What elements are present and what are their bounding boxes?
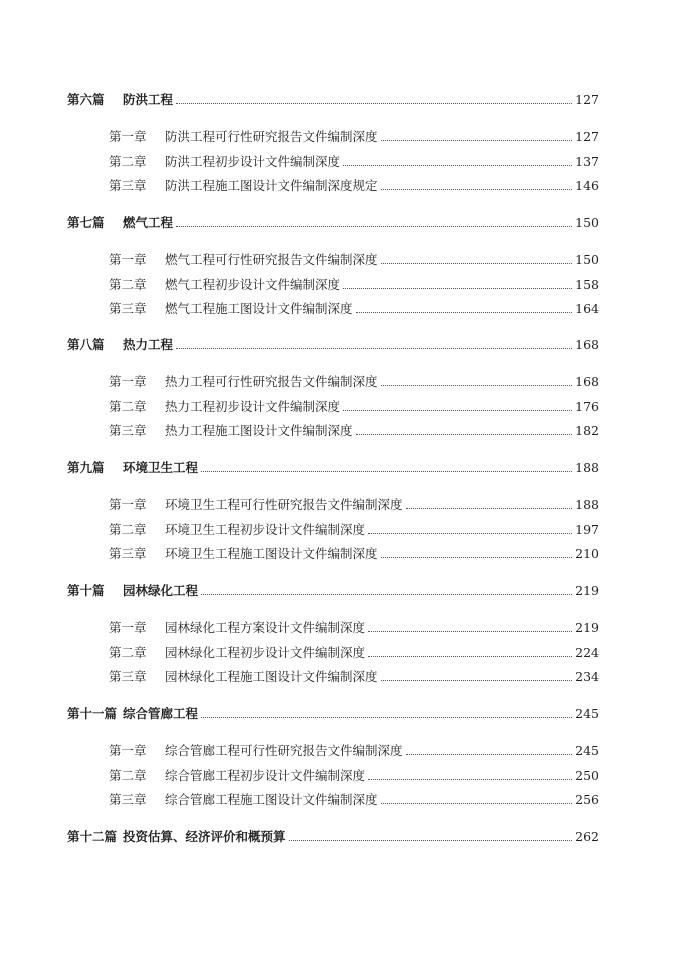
chapter-number: 第一章 — [109, 743, 147, 758]
page-number: 210 — [575, 546, 599, 561]
chapter-number: 第一章 — [109, 252, 147, 267]
part-title: 热力工程 — [123, 337, 174, 352]
dot-leader — [381, 679, 573, 681]
page-number: 188 — [575, 497, 599, 512]
chapter-title: 热力工程初步设计文件编制深度 — [165, 398, 341, 414]
part-number: 第六篇 — [67, 92, 105, 107]
page-number: 219 — [575, 620, 599, 635]
chapter-title: 燃气工程初步设计文件编制深度 — [165, 276, 341, 292]
page-number: 150 — [575, 215, 599, 230]
dot-leader — [381, 188, 573, 190]
toc-chapter-entry[interactable] — [109, 790, 599, 810]
part-title: 防洪工程 — [123, 92, 174, 107]
toc-chapter-entry[interactable] — [109, 250, 599, 270]
page-number: 164 — [575, 301, 599, 316]
chapter-title: 综合管廊工程初步设计文件编制深度 — [165, 767, 366, 783]
dot-leader — [176, 102, 572, 104]
chapter-number: 第三章 — [109, 669, 147, 684]
part-number: 第十篇 — [67, 583, 105, 598]
dot-leader — [201, 716, 572, 718]
page-number: 168 — [575, 337, 599, 352]
chapter-title: 园林绿化工程方案设计文件编制深度 — [165, 620, 366, 635]
dot-leader — [176, 225, 572, 227]
chapter-number: 第二章 — [109, 644, 147, 660]
part-number: 第八篇 — [67, 337, 105, 352]
page-number: 150 — [575, 252, 599, 267]
part-number: 第十二篇 — [67, 829, 118, 844]
dot-leader — [176, 347, 572, 349]
chapter-title: 园林绿化工程施工图设计文件编制深度 — [165, 669, 378, 684]
chapter-number: 第三章 — [109, 423, 147, 438]
toc-chapter-entry[interactable] — [109, 176, 599, 196]
toc-chapter-entry[interactable] — [109, 618, 599, 638]
dot-leader — [201, 593, 572, 595]
chapter-number: 第三章 — [109, 178, 147, 193]
toc-chapter-entry[interactable] — [109, 275, 599, 295]
toc-part-entry[interactable] — [67, 827, 599, 847]
chapter-number: 第二章 — [109, 276, 147, 292]
dot-leader — [368, 532, 572, 534]
chapter-title: 防洪工程施工图设计文件编制深度规定 — [165, 178, 378, 193]
page-number: 176 — [575, 398, 599, 414]
chapter-title: 防洪工程初步设计文件编制深度 — [165, 153, 341, 169]
page-number: 245 — [575, 743, 599, 758]
part-number: 第九篇 — [67, 460, 105, 475]
chapter-number: 第三章 — [109, 546, 147, 561]
dot-leader — [368, 655, 572, 657]
toc-part-entry[interactable] — [67, 335, 599, 355]
part-title: 综合管廊工程 — [123, 706, 199, 721]
page-number: 256 — [575, 792, 599, 807]
page-number: 137 — [575, 153, 599, 169]
chapter-title: 综合管廊工程施工图设计文件编制深度 — [165, 792, 378, 807]
toc-chapter-entry[interactable] — [109, 495, 599, 515]
page-number: 168 — [575, 374, 599, 389]
chapter-number: 第一章 — [109, 497, 147, 512]
dot-leader — [381, 262, 573, 264]
dot-leader — [201, 470, 572, 472]
dot-leader — [381, 384, 573, 386]
toc-part-entry[interactable] — [67, 458, 599, 478]
chapter-title: 综合管廊工程可行性研究报告文件编制深度 — [165, 743, 403, 758]
chapter-number: 第二章 — [109, 398, 147, 414]
part-number: 第七篇 — [67, 215, 105, 230]
part-title: 园林绿化工程 — [123, 583, 199, 598]
toc-chapter-entry[interactable] — [109, 152, 599, 172]
chapter-title: 热力工程施工图设计文件编制深度 — [165, 423, 353, 438]
chapter-number: 第一章 — [109, 374, 147, 389]
toc-chapter-entry[interactable] — [109, 520, 599, 540]
page-number: 224 — [575, 644, 599, 660]
chapter-title: 环境卫生工程可行性研究报告文件编制深度 — [165, 497, 403, 512]
dot-leader — [343, 287, 572, 289]
chapter-title: 热力工程可行性研究报告文件编制深度 — [165, 374, 378, 389]
chapter-title: 环境卫生工程初步设计文件编制深度 — [165, 521, 366, 537]
toc-chapter-entry[interactable] — [109, 421, 599, 441]
part-number: 第十一篇 — [67, 706, 118, 721]
dot-leader — [381, 556, 573, 558]
dot-leader — [406, 507, 573, 509]
toc-chapter-entry[interactable] — [109, 299, 599, 319]
dot-leader — [368, 630, 572, 632]
chapter-number: 第二章 — [109, 767, 147, 783]
page-number: 245 — [575, 706, 599, 721]
page-number: 127 — [575, 129, 599, 144]
toc-chapter-entry[interactable] — [109, 643, 599, 663]
chapter-number: 第二章 — [109, 153, 147, 169]
toc-chapter-entry[interactable] — [109, 766, 599, 786]
dot-leader — [343, 164, 572, 166]
page-number: 219 — [575, 583, 599, 598]
dot-leader — [356, 433, 573, 435]
toc-chapter-entry[interactable] — [109, 372, 599, 392]
chapter-number: 第三章 — [109, 301, 147, 316]
page-number: 146 — [575, 178, 599, 193]
toc-chapter-entry[interactable] — [109, 397, 599, 417]
chapter-number: 第一章 — [109, 129, 147, 144]
page-number: 197 — [575, 521, 599, 537]
page-number: 262 — [575, 829, 599, 844]
page-number: 188 — [575, 460, 599, 475]
page-number: 127 — [575, 92, 599, 107]
toc-chapter-entry[interactable] — [109, 127, 599, 147]
dot-leader — [406, 753, 573, 755]
dot-leader — [343, 409, 572, 411]
chapter-number: 第三章 — [109, 792, 147, 807]
page-number: 234 — [575, 669, 599, 684]
toc-part-entry[interactable] — [67, 213, 599, 233]
toc-chapter-entry[interactable] — [109, 741, 599, 761]
dot-leader — [368, 778, 572, 780]
page-number: 182 — [575, 423, 599, 438]
toc-part-entry[interactable] — [67, 704, 599, 724]
toc-chapter-entry[interactable] — [109, 667, 599, 687]
chapter-title: 燃气工程施工图设计文件编制深度 — [165, 301, 353, 316]
chapter-number: 第二章 — [109, 521, 147, 537]
part-title: 燃气工程 — [123, 215, 174, 230]
toc-part-entry[interactable] — [67, 90, 599, 110]
toc-part-entry[interactable] — [67, 581, 599, 601]
dot-leader — [289, 839, 573, 841]
chapter-title: 防洪工程可行性研究报告文件编制深度 — [165, 129, 378, 144]
part-title: 投资估算、经济评价和概预算 — [123, 829, 286, 844]
page-number: 250 — [575, 767, 599, 783]
dot-leader — [381, 802, 573, 804]
toc-chapter-entry[interactable] — [109, 544, 599, 564]
chapter-number: 第一章 — [109, 620, 147, 635]
dot-leader — [381, 139, 573, 141]
part-title: 环境卫生工程 — [123, 460, 199, 475]
chapter-title: 燃气工程可行性研究报告文件编制深度 — [165, 252, 378, 267]
page-number: 158 — [575, 276, 599, 292]
chapter-title: 园林绿化工程初步设计文件编制深度 — [165, 644, 366, 660]
chapter-title: 环境卫生工程施工图设计文件编制深度 — [165, 546, 378, 561]
dot-leader — [356, 311, 573, 313]
